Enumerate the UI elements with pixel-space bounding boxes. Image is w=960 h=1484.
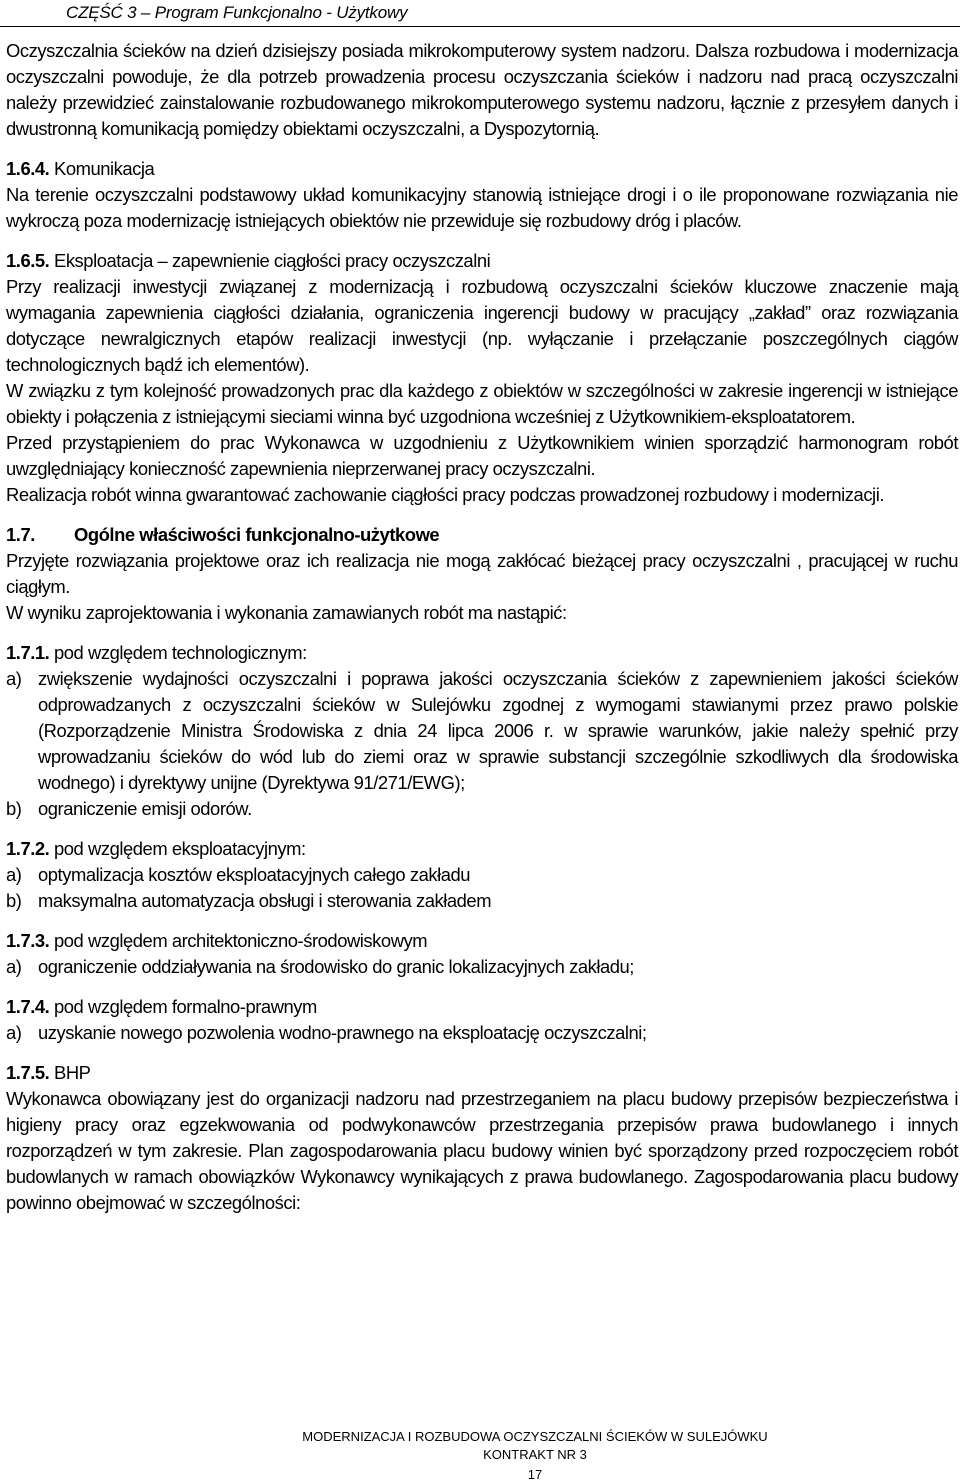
list-marker: a) bbox=[6, 956, 22, 977]
section-number: 1.6.5. bbox=[6, 250, 50, 271]
footer-contract: KONTRAKT NR 3 bbox=[483, 1447, 587, 1462]
section-heading-1-7-3 bbox=[6, 928, 958, 954]
section-paragraph: W związku z tym kolejność prowadzonych prac dla każdego z obiektów w szczególności w zakresie ingerencji w istniejące obiekty i połączenia z istniejącymi sieciami winna być uzgodniona wcześniej z Użytkownikiem-eksploatatorem. bbox=[6, 380, 958, 427]
section-title: pod względem technologicznym: bbox=[54, 642, 307, 663]
list-item-text: maksymalna automatyzacja obsługi i sterowania zakładem bbox=[38, 890, 492, 911]
section-title: Ogólne właściwości funkcjonalno-użytkowe bbox=[74, 524, 440, 545]
page-footer bbox=[0, 1428, 960, 1484]
section-heading-1-6-5 bbox=[6, 248, 958, 274]
list-marker: a) bbox=[6, 1022, 22, 1043]
list-item-text: ograniczenie emisji odorów. bbox=[38, 798, 252, 819]
section-paragraph: Wykonawca obowiązany jest do organizacji nadzoru nad przestrzeganiem na placu budowy przepisów bezpieczeństwa i higieny pracy oraz egzekwowania od podwykonawców przestrzegania przepisów prawa budowlanego i innych rozporządzeń w tym zakresie. Plan zagospodarowania placu budowy winien być sporządzony przed rozpoczęciem robót budowlanych w ramach obowiązków Wykonawcy wynikających z prawa budowlanego. Zagospodarowania placu budowy powinno obejmować w szczególności: bbox=[6, 1088, 958, 1213]
list-item-text: ograniczenie oddziaływania na środowisko do granic lokalizacyjnych zakładu; bbox=[38, 956, 634, 977]
section-title: Komunikacja bbox=[54, 158, 155, 179]
section-paragraph: Na terenie oczyszczalni podstawowy układ komunikacyjny stanowią istniejące drogi i o ile proponowane rozwiązania nie wykroczą poza modernizację istniejących obiektów nie przewiduje się rozbudowy dróg i placów. bbox=[6, 184, 958, 231]
section-number: 1.7.4. bbox=[6, 996, 50, 1017]
section-number: 1.6.4. bbox=[6, 158, 50, 179]
section-title: pod względem formalno-prawnym bbox=[54, 996, 317, 1017]
section-heading-1-6-4 bbox=[6, 156, 958, 182]
list-marker: b) bbox=[6, 798, 22, 819]
section-heading-1-7-4 bbox=[6, 994, 958, 1020]
section-number: 1.7. bbox=[6, 524, 35, 545]
section-title: BHP bbox=[54, 1062, 91, 1083]
section-title: pod względem eksploatacyjnym: bbox=[54, 838, 306, 859]
section-paragraph: W wyniku zaprojektowania i wykonania zamawianych robót ma nastąpić: bbox=[6, 602, 567, 623]
list-marker: a) bbox=[6, 668, 22, 689]
list-item bbox=[6, 954, 958, 980]
section-paragraph: Realizacja robót winna gwarantować zachowanie ciągłości pracy podczas prowadzonej rozbudowy i modernizacji. bbox=[6, 484, 884, 505]
list-item-text: zwiększenie wydajności oczyszczalni i poprawa jakości oczyszczania ścieków z zapewnieniem jakości ścieków odprowadzanych z oczyszczalni ścieków w Sulejówku zgodnej z wymogami stawianymi przez prawo polskie (Rozporządzenie Ministra Środowiska z dnia 24 lipca 2006 r. w sprawie warunków, jakie należy spełnić przy wprowadzaniu ścieków do wód lub do ziemi oraz w sprawie substancji szczególnie szkodliwych dla środowiska wodnego) i dyrektywy unijne (Dyrektywa 91/271/EWG); bbox=[38, 668, 958, 793]
footer-project-title: MODERNIZACJA I ROZBUDOWA OCZYSZCZALNI ŚCIEKÓW W SULEJÓWKU bbox=[302, 1429, 768, 1444]
list-item bbox=[6, 1020, 958, 1046]
list-item-text: optymalizacja kosztów eksploatacyjnych całego zakładu bbox=[38, 864, 471, 885]
section-paragraph: Przy realizacji inwestycji związanej z modernizacją i rozbudową oczyszczalni ścieków kluczowe znaczenie mają wymagania zapewnienia ciągłości działania, ograniczenia ingerencji budowy w pracujący „zakład” oraz rozwiązania dotyczące newralgicznych etapów realizacji inwestycji (np. wyłączanie i przełączanie poszczególnych ciągów technologicznych bądź ich elementów). bbox=[6, 276, 958, 375]
section-heading-1-7 bbox=[6, 522, 958, 548]
section-paragraph: Przed przystąpieniem do prac Wykonawca w uzgodnieniu z Użytkownikiem winien sporządzić harmonogram robót uwzględniający konieczność zapewnienia nieprzerwanej pracy oczyszczalni. bbox=[6, 432, 958, 479]
section-title: Eksploatacja – zapewnienie ciągłości pracy oczyszczalni bbox=[54, 250, 491, 271]
section-heading-1-7-2 bbox=[6, 836, 958, 862]
section-number: 1.7.2. bbox=[6, 838, 50, 859]
list-item bbox=[6, 796, 958, 822]
list-item bbox=[6, 862, 958, 888]
section-heading-1-7-5 bbox=[6, 1060, 958, 1086]
document-body bbox=[6, 38, 958, 1216]
header-title: CZĘŚĆ 3 – Program Funkcjonalno - Użytkowy bbox=[66, 3, 408, 22]
list-item-text: uzyskanie nowego pozwolenia wodno-prawnego na eksploatację oczyszczalni; bbox=[38, 1022, 647, 1043]
section-title: pod względem architektoniczno-środowiskowym bbox=[54, 930, 428, 951]
page-number: 17 bbox=[527, 1467, 543, 1482]
list-item bbox=[6, 666, 958, 796]
page-header bbox=[0, 0, 960, 27]
intro-paragraph: Oczyszczalnia ścieków na dzień dzisiejszy posiada mikrokomputerowy system nadzoru. Dalsza rozbudowa i modernizacja oczyszczalni powoduje, że dla potrzeb prowadzenia procesu oczyszczania ścieków i nadzoru nad pracą oczyszczalni należy przewidzieć zainstalowanie rozbudowanego mikrokomputerowego systemu nadzoru, łącznie z przesyłem danych i dwustronną komunikacją pomiędzy obiektami oczyszczalni, a Dyspozytornią. bbox=[6, 40, 958, 139]
section-number: 1.7.5. bbox=[6, 1062, 50, 1083]
section-number: 1.7.1. bbox=[6, 642, 50, 663]
section-number: 1.7.3. bbox=[6, 930, 50, 951]
list-item bbox=[6, 888, 958, 914]
list-marker: b) bbox=[6, 890, 22, 911]
section-heading-1-7-1 bbox=[6, 640, 958, 666]
section-paragraph: Przyjęte rozwiązania projektowe oraz ich realizacja nie mogą zakłócać bieżącej pracy oczyszczalni , pracującej w ruchu ciągłym. bbox=[6, 550, 958, 597]
list-marker: a) bbox=[6, 864, 22, 885]
